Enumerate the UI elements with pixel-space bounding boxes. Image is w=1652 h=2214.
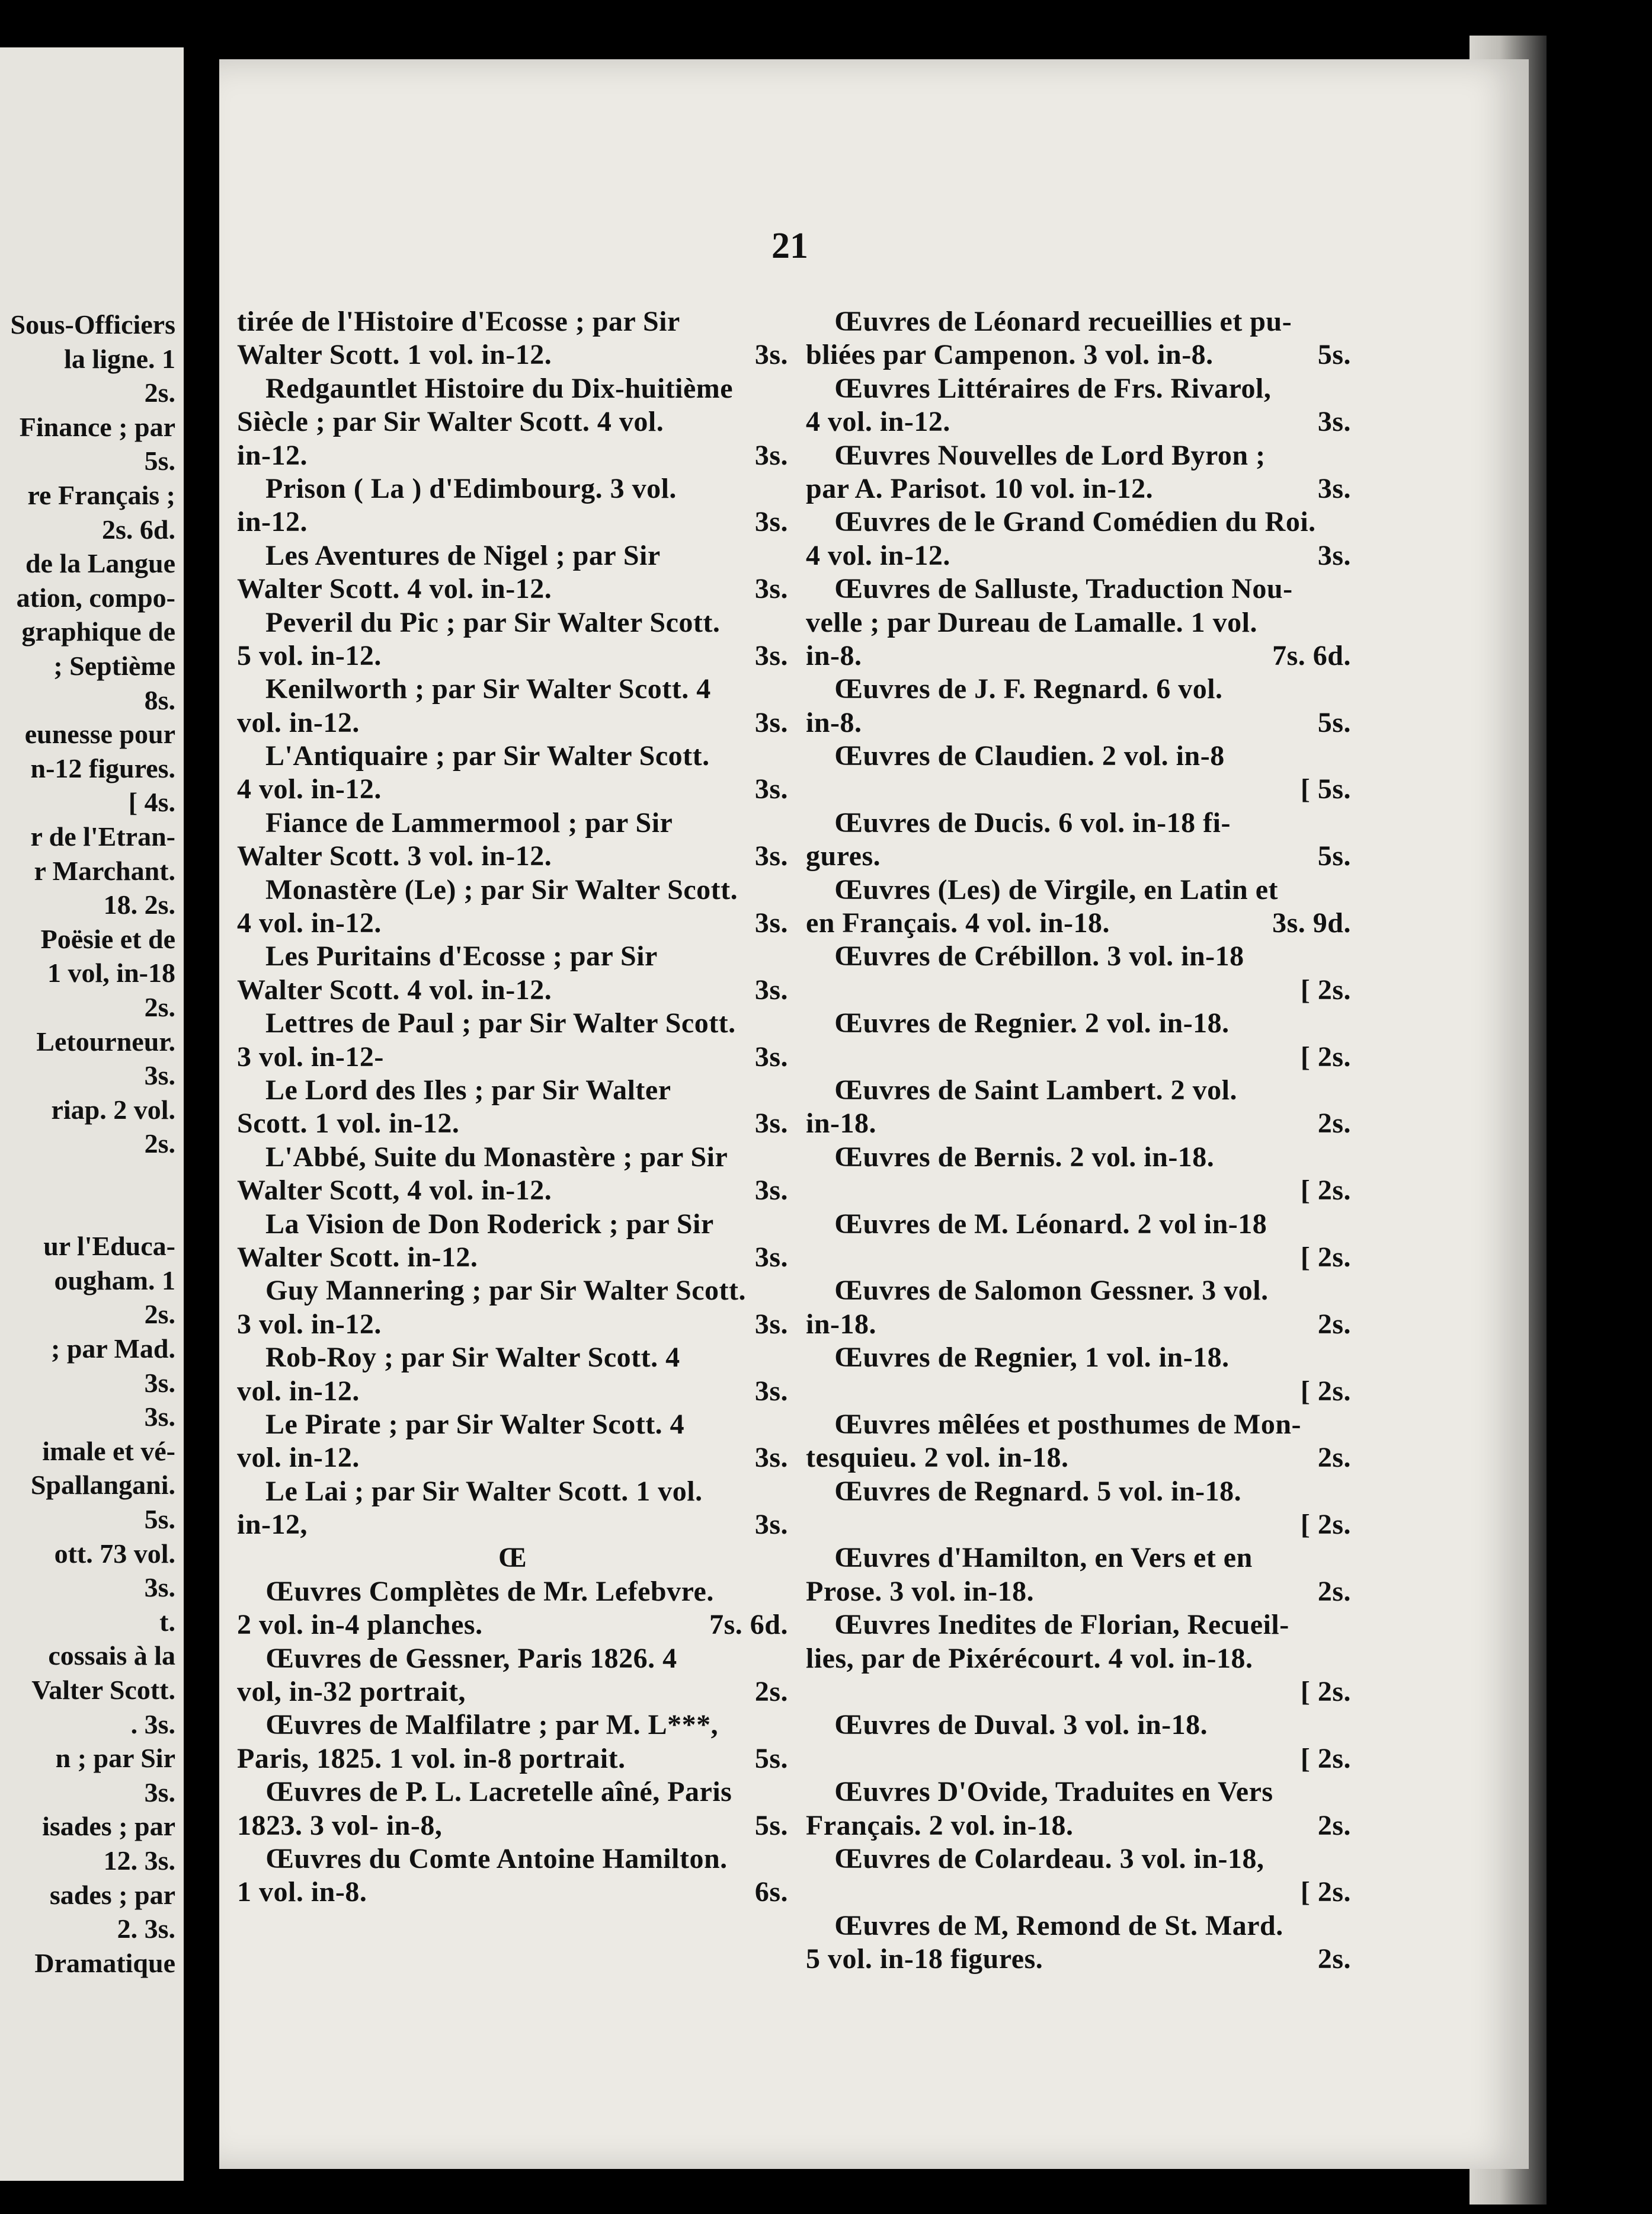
catalog-line-text: Prose. 3 vol. in-18.	[806, 1575, 1035, 1607]
catalog-line	[237, 338, 788, 372]
left-page-line: riap. 2 vol.	[51, 1094, 175, 1125]
catalog-line	[806, 874, 1351, 907]
catalog-line-text: Walter Scott. 1 vol. in-12.	[237, 339, 552, 371]
catalog-line	[806, 1041, 1351, 1074]
catalog-line-price: 3s.	[754, 907, 788, 939]
catalog-line-text: Redgauntlet Histoire du Dix-huitième	[265, 372, 734, 404]
catalog-line-text: Œuvres de Claudien. 2 vol. in-8	[834, 740, 1225, 772]
left-page-line: ougham. 1	[54, 1265, 175, 1295]
left-page-line: 3s.	[144, 1402, 175, 1432]
catalog-line-price: 2s.	[1317, 1308, 1351, 1340]
catalog-line	[237, 807, 788, 840]
catalog-line-text: vol. in-12.	[237, 1375, 360, 1407]
catalog-line-text: Œuvres de Gessner, Paris 1826. 4	[265, 1642, 677, 1674]
left-page-line: 3s.	[144, 1367, 175, 1398]
catalog-line-text: 5 vol. in-18 figures.	[806, 1943, 1043, 1975]
catalog-line	[806, 1341, 1351, 1374]
catalog-line-text: Rob-Roy ; par Sir Walter Scott. 4	[265, 1342, 680, 1374]
catalog-line-text: Siècle ; par Sir Walter Scott. 4 vol.	[237, 406, 664, 438]
catalog-line-text: Œuvres de Léonard recueillies et pu-	[834, 306, 1292, 337]
catalog-line-text: 4 vol. in-12.	[806, 406, 950, 438]
catalog-line	[806, 1241, 1351, 1274]
left-page-line: Sous-Officiers	[10, 309, 175, 340]
catalog-line	[806, 940, 1351, 973]
catalog-line	[237, 305, 788, 338]
catalog-line	[806, 505, 1351, 539]
catalog-line-text: velle ; par Dureau de Lamalle. 1 vol.	[806, 606, 1258, 638]
catalog-line	[237, 1608, 788, 1642]
catalog-line-text: Œuvres Inedites de Florian, Recueil-	[834, 1609, 1289, 1641]
catalog-line	[237, 1508, 788, 1541]
catalog-line-text: Œuvres Complètes de Mr. Lefebvre.	[265, 1575, 714, 1607]
catalog-line	[237, 439, 788, 472]
catalog-line	[806, 1608, 1351, 1642]
catalog-column-right	[806, 305, 1351, 1976]
catalog-line-text: vol, in-32 portrait,	[237, 1676, 466, 1708]
catalog-line	[237, 974, 788, 1007]
catalog-line	[806, 840, 1351, 873]
catalog-line	[806, 706, 1351, 740]
left-page-line: 2s. 6d.	[102, 514, 175, 545]
catalog-line-text: Œuvres de J. F. Regnard. 6 vol.	[834, 673, 1223, 705]
catalog-line-text: in-12.	[237, 506, 308, 538]
left-page-line: Dramatique	[34, 1947, 175, 1978]
catalog-line	[237, 1308, 788, 1341]
catalog-line-text: Œuvres d'Hamilton, en Vers et en	[834, 1542, 1253, 1574]
catalog-line	[806, 372, 1351, 405]
catalog-line-text: Walter Scott. 3 vol. in-12.	[237, 840, 552, 872]
catalog-line-price: [ 2s.	[1300, 1041, 1351, 1073]
catalog-line-text: Œuvres de Salluste, Traduction Nou-	[834, 573, 1293, 605]
left-page-line: 3s.	[144, 1060, 175, 1091]
left-page-line: r Marchant.	[34, 855, 175, 886]
catalog-line-text: Peveril du Pic ; par Sir Walter Scott.	[265, 606, 721, 638]
catalog-line-text: Œuvres Littéraires de Frs. Rivarol,	[834, 372, 1272, 404]
catalog-line-text: vol. in-12.	[237, 706, 360, 738]
catalog-line	[237, 1809, 788, 1842]
left-page-line: graphique de	[21, 616, 175, 647]
left-page-line: n-12 figures.	[30, 753, 175, 783]
catalog-line	[237, 1541, 788, 1575]
left-page-line: ott. 73 vol.	[54, 1538, 175, 1569]
catalog-line	[806, 1876, 1351, 1909]
catalog-line-text: Œuvres de Duval. 3 vol. in-18.	[834, 1709, 1208, 1741]
catalog-line-price: [ 2s.	[1300, 1375, 1351, 1407]
catalog-line-price: [ 2s.	[1300, 1509, 1351, 1541]
catalog-line-text: 5 vol. in-12.	[237, 639, 382, 671]
catalog-line	[237, 1241, 788, 1274]
catalog-line-price: 3s.	[754, 840, 788, 872]
catalog-line-text: vol. in-12.	[237, 1442, 360, 1474]
catalog-line-text: gures.	[806, 840, 881, 872]
catalog-line-text: in-12,	[237, 1509, 308, 1541]
left-page-line: 2s.	[144, 1128, 175, 1159]
catalog-line-price: 3s.	[754, 1442, 788, 1474]
catalog-line	[806, 1742, 1351, 1775]
left-page-line: la ligne. 1	[64, 343, 175, 374]
catalog-line-text: in-18.	[806, 1108, 877, 1140]
catalog-line	[806, 1208, 1351, 1241]
left-page-line: cossais à la	[48, 1640, 175, 1671]
catalog-line	[237, 1709, 788, 1742]
catalog-line-text: Les Puritains d'Ecosse ; par Sir	[265, 940, 658, 972]
left-page-line: isades ; par	[42, 1811, 175, 1842]
catalog-line-price: 3s.	[754, 639, 788, 671]
left-page-line: de la Langue	[25, 548, 175, 579]
left-page-line: imale et vé-	[42, 1435, 175, 1466]
left-page-line: 2. 3s.	[117, 1914, 175, 1944]
catalog-line-price: 2s.	[1317, 1108, 1351, 1140]
catalog-line	[237, 1642, 788, 1675]
catalog-line	[237, 1775, 788, 1809]
catalog-line-text: Walter Scott. 4 vol. in-12.	[237, 974, 552, 1006]
catalog-line-price: 3s.	[754, 439, 788, 471]
catalog-line-price: [ 2s.	[1300, 1876, 1351, 1908]
catalog-line	[806, 1141, 1351, 1174]
catalog-line-price: 3s.	[754, 1308, 788, 1340]
left-page-line: r de l'Etran-	[30, 821, 175, 852]
left-page-line: 3s.	[144, 1777, 175, 1807]
catalog-line	[806, 1943, 1351, 1976]
left-page-line: sades ; par	[49, 1879, 175, 1910]
catalog-line	[237, 940, 788, 973]
left-page-line: 18. 2s.	[103, 890, 175, 920]
catalog-line	[806, 1274, 1351, 1307]
catalog-line-text: 4 vol. in-12.	[237, 773, 382, 805]
left-page-fragment	[0, 47, 184, 2181]
catalog-line-text: Le Pirate ; par Sir Walter Scott. 4	[265, 1408, 685, 1440]
catalog-line-text: Œuvres de Saint Lambert. 2 vol.	[834, 1074, 1237, 1106]
catalog-line	[237, 1107, 788, 1140]
catalog-line-price: [ 2s.	[1300, 1175, 1351, 1207]
left-page-line: 12. 3s.	[103, 1845, 175, 1876]
catalog-line-text: Œuvres de Bernis. 2 vol. in-18.	[834, 1141, 1215, 1173]
catalog-line-text: Œuvres de P. L. Lacretelle aîné, Paris	[265, 1776, 732, 1808]
catalog-line-text: Œuvres de M, Remond de St. Mard.	[834, 1909, 1283, 1941]
left-page-line: 3s.	[144, 1572, 175, 1603]
catalog-line-price: 5s.	[754, 1809, 788, 1841]
catalog-line	[237, 1408, 788, 1441]
catalog-line-text: Œuvres de Crébillon. 3 vol. in-18	[834, 940, 1244, 972]
catalog-line-price: 3s.	[754, 1175, 788, 1207]
catalog-line-text: Œuvres de Regnier, 1 vol. in-18.	[834, 1342, 1230, 1374]
catalog-line-text: 4 vol. in-12.	[237, 907, 382, 939]
catalog-line	[806, 1709, 1351, 1742]
catalog-line	[237, 673, 788, 706]
catalog-line	[806, 1775, 1351, 1809]
catalog-line-text: Prison ( La ) d'Edimbourg. 3 vol.	[265, 472, 677, 504]
catalog-line	[237, 1441, 788, 1474]
left-page-line: [ 4s.	[128, 787, 175, 818]
catalog-line-price: [ 2s.	[1300, 1742, 1351, 1774]
catalog-line	[806, 1909, 1351, 1943]
catalog-line-text: Guy Mannering ; par Sir Walter Scott.	[265, 1275, 746, 1307]
catalog-line	[237, 572, 788, 606]
catalog-line-text: Œuvres de Regnard. 5 vol. in-18.	[834, 1475, 1242, 1507]
catalog-line-text: La Vision de Don Roderick ; par Sir	[265, 1208, 714, 1240]
catalog-line-price: 2s.	[1317, 1575, 1351, 1607]
catalog-line	[237, 1341, 788, 1374]
left-page-line: 2s.	[144, 1299, 175, 1330]
catalog-line-text: L'Antiquaire ; par Sir Walter Scott.	[265, 740, 710, 772]
left-page-line: 5s.	[144, 446, 175, 476]
catalog-line	[237, 874, 788, 907]
catalog-line-price: 3s. 9d.	[1272, 907, 1351, 939]
catalog-line	[806, 539, 1351, 572]
left-page-line: Spallangani.	[30, 1470, 175, 1500]
catalog-line-price: 3s.	[754, 1375, 788, 1407]
catalog-line-price: [ 5s.	[1300, 773, 1351, 805]
catalog-line	[806, 1508, 1351, 1541]
catalog-line	[237, 1041, 788, 1074]
catalog-line-price: [ 2s.	[1300, 1241, 1351, 1273]
catalog-line	[806, 338, 1351, 372]
catalog-line	[806, 1007, 1351, 1040]
catalog-line-price: 5s.	[1317, 840, 1351, 872]
catalog-line	[237, 606, 788, 639]
catalog-line	[237, 372, 788, 405]
catalog-line	[806, 773, 1351, 806]
catalog-line	[806, 405, 1351, 439]
catalog-line-text: Œuvres de Malfilatre ; par M. L***,	[265, 1709, 719, 1741]
left-page-line: Poësie et de	[40, 923, 175, 954]
left-page-line: n ; par Sir	[55, 1743, 175, 1774]
catalog-line-price: 2s.	[754, 1676, 788, 1708]
catalog-line	[237, 1141, 788, 1174]
catalog-line-text: tirée de l'Histoire d'Ecosse ; par Sir	[237, 306, 680, 337]
catalog-line-text: Les Aventures de Nigel ; par Sir	[265, 539, 661, 571]
catalog-line	[237, 1274, 788, 1307]
catalog-line-text: Lettres de Paul ; par Sir Walter Scott.	[265, 1007, 736, 1039]
catalog-line	[806, 1375, 1351, 1408]
catalog-line-price: 5s.	[1317, 339, 1351, 371]
catalog-line-price: 3s.	[754, 706, 788, 738]
catalog-line-text: 1 vol. in-8.	[237, 1876, 367, 1908]
left-page-line: 8s.	[144, 684, 175, 715]
catalog-line	[237, 706, 788, 740]
catalog-line-text: Le Lord des Iles ; par Sir Walter	[265, 1074, 671, 1106]
catalog-line	[237, 1375, 788, 1408]
left-page-line: Finance ; par	[19, 411, 175, 442]
catalog-line-price: [ 2s.	[1300, 974, 1351, 1006]
catalog-line-text: Walter Scott. in-12.	[237, 1241, 478, 1273]
catalog-line-text: 2 vol. in-4 planches.	[237, 1609, 483, 1641]
catalog-line	[237, 907, 788, 940]
catalog-line-price: [ 2s.	[1300, 1676, 1351, 1708]
left-page-line: Letourneur.	[36, 1026, 175, 1057]
catalog-line-text: tesquieu. 2 vol. in-18.	[806, 1442, 1069, 1474]
catalog-line	[237, 1475, 788, 1508]
catalog-line-price: 6s.	[754, 1876, 788, 1908]
catalog-line	[806, 1642, 1351, 1675]
left-page-line: . 3s.	[130, 1709, 175, 1739]
catalog-line-text: lies, par de Pixérécourt. 4 vol. in-18.	[806, 1642, 1253, 1674]
page-number: 21	[771, 226, 808, 266]
catalog-line-text: Monastère (Le) ; par Sir Walter Scott.	[265, 874, 738, 906]
catalog-line	[806, 1809, 1351, 1842]
catalog-line	[237, 505, 788, 539]
catalog-line-price: 7s. 6d.	[1272, 639, 1351, 671]
left-page-line: re Français ;	[27, 480, 175, 510]
catalog-line	[237, 1575, 788, 1608]
left-page-line: ; Septième	[53, 651, 175, 681]
catalog-line-text: 4 vol. in-12.	[806, 539, 950, 571]
catalog-line-price: 7s. 6d.	[709, 1609, 788, 1641]
left-page-line: 5s.	[144, 1504, 175, 1534]
catalog-line-text: in-8.	[806, 639, 862, 671]
catalog-line	[806, 305, 1351, 338]
catalog-line-price: 3s.	[754, 506, 788, 538]
catalog-line	[806, 1541, 1351, 1575]
catalog-line	[237, 1007, 788, 1040]
catalog-line	[806, 1475, 1351, 1508]
catalog-line	[806, 740, 1351, 773]
catalog-line-price: 2s.	[1317, 1943, 1351, 1975]
catalog-line-text: bliées par Campenon. 3 vol. in-8.	[806, 339, 1214, 371]
catalog-line-price: 3s.	[1317, 406, 1351, 438]
catalog-line-text: Le Lai ; par Sir Walter Scott. 1 vol.	[265, 1475, 703, 1507]
catalog-line-text: Œuvres de Colardeau. 3 vol. in-18,	[834, 1842, 1264, 1874]
catalog-line-text: in-12.	[237, 439, 308, 471]
catalog-line	[237, 405, 788, 439]
catalog-line-text: 3 vol. in-12.	[237, 1308, 382, 1340]
catalog-line-text: Kenilworth ; par Sir Walter Scott. 4	[265, 673, 711, 705]
catalog-line	[806, 1575, 1351, 1608]
catalog-line	[237, 639, 788, 673]
catalog-line-text: Œuvres de Ducis. 6 vol. in-18 fi-	[834, 807, 1231, 839]
catalog-line	[806, 1675, 1351, 1709]
left-page-line: 1 vol, in-18	[47, 958, 175, 988]
catalog-line	[806, 1308, 1351, 1341]
left-page-line: 2s.	[144, 377, 175, 408]
catalog-line	[237, 1876, 788, 1909]
catalog-line-text: Walter Scott. 4 vol. in-12.	[237, 573, 552, 605]
catalog-line-text: par A. Parisot. 10 vol. in-12.	[806, 472, 1154, 504]
catalog-line	[806, 673, 1351, 706]
catalog-line-text: Fiance de Lammermool ; par Sir	[265, 807, 673, 839]
left-page-line: Valter Scott.	[31, 1675, 175, 1705]
catalog-line	[237, 1842, 788, 1876]
catalog-line-text: in-8.	[806, 706, 862, 738]
catalog-line	[806, 1441, 1351, 1474]
catalog-line-text: in-18.	[806, 1308, 877, 1340]
catalog-line-price: 3s.	[754, 339, 788, 371]
catalog-line-price: 3s.	[754, 773, 788, 805]
catalog-line	[237, 1074, 788, 1107]
catalog-line-text: Œuvres mêlées et posthumes de Mon-	[834, 1408, 1302, 1440]
catalog-line	[237, 472, 788, 505]
left-page-line: ation, compo-	[16, 582, 175, 613]
catalog-line	[237, 1174, 788, 1207]
catalog-line-price: 5s.	[1317, 706, 1351, 738]
catalog-line	[237, 740, 788, 773]
catalog-line-text: Œuvres du Comte Antoine Hamilton.	[265, 1842, 728, 1874]
catalog-line	[806, 472, 1351, 505]
catalog-line-text: L'Abbé, Suite du Monastère ; par Sir	[265, 1141, 728, 1173]
catalog-line	[237, 773, 788, 806]
catalog-line-price: 5s.	[754, 1742, 788, 1774]
catalog-line-text: Œuvres Nouvelles de Lord Byron ;	[834, 439, 1266, 471]
left-page-line: eunesse pour	[24, 719, 175, 750]
catalog-line	[806, 639, 1351, 673]
catalog-line-price: 3s.	[754, 974, 788, 1006]
catalog-line	[806, 1174, 1351, 1207]
catalog-line	[806, 1107, 1351, 1140]
catalog-line-text: en Français. 4 vol. in-18.	[806, 907, 1110, 939]
catalog-line-text: Œuvres (Les) de Virgile, en Latin et	[834, 874, 1279, 906]
catalog-line-price: 3s.	[1317, 472, 1351, 504]
catalog-line	[806, 907, 1351, 940]
catalog-line-text: Œuvres de M. Léonard. 2 vol in-18	[834, 1208, 1267, 1240]
catalog-line	[806, 439, 1351, 472]
catalog-line-price: 2s.	[1317, 1442, 1351, 1474]
left-page-line: ; par Mad.	[51, 1333, 175, 1364]
catalog-line-text: Walter Scott, 4 vol. in-12.	[237, 1175, 552, 1207]
catalog-line-text: Scott. 1 vol. in-12.	[237, 1108, 460, 1140]
catalog-line-text: Œuvres de le Grand Comédien du Roi.	[834, 506, 1316, 538]
catalog-line-price: 3s.	[754, 1241, 788, 1273]
catalog-line-text: 3 vol. in-12-	[237, 1041, 384, 1073]
catalog-line	[237, 840, 788, 873]
catalog-line	[237, 1675, 788, 1709]
catalog-line	[237, 1208, 788, 1241]
catalog-line-price: 3s.	[754, 573, 788, 605]
catalog-line	[806, 974, 1351, 1007]
catalog-line	[806, 807, 1351, 840]
catalog-line	[237, 1742, 788, 1775]
catalog-line-text: Français. 2 vol. in-18.	[806, 1809, 1074, 1841]
left-page-line: 2s.	[144, 992, 175, 1022]
catalog-line	[806, 572, 1351, 606]
catalog-line-price: 3s.	[754, 1108, 788, 1140]
catalog-line	[806, 1842, 1351, 1876]
catalog-line	[806, 1408, 1351, 1441]
catalog-line	[237, 539, 788, 572]
catalog-line-text: Œuvres D'Ovide, Traduites en Vers	[834, 1776, 1273, 1808]
catalog-line-text: Œ	[498, 1542, 527, 1574]
left-page-line: ur l'Educa-	[43, 1231, 175, 1262]
catalog-line-text: Œuvres de Regnier. 2 vol. in-18.	[834, 1007, 1230, 1039]
catalog-line-text: Œuvres de Salomon Gessner. 3 vol.	[834, 1275, 1269, 1307]
catalog-line	[806, 1074, 1351, 1107]
catalog-line-price: 2s.	[1317, 1809, 1351, 1841]
catalog-line-text: 1823. 3 vol- in-8,	[237, 1809, 443, 1841]
catalog-line-price: 3s.	[754, 1041, 788, 1073]
catalog-line	[806, 606, 1351, 639]
catalog-line-text: Paris, 1825. 1 vol. in-8 portrait.	[237, 1742, 626, 1774]
catalog-line-price: 3s.	[754, 1509, 788, 1541]
catalog-line-price: 3s.	[1317, 539, 1351, 571]
left-page-line: t.	[159, 1606, 175, 1637]
catalog-column-left	[237, 305, 788, 1909]
